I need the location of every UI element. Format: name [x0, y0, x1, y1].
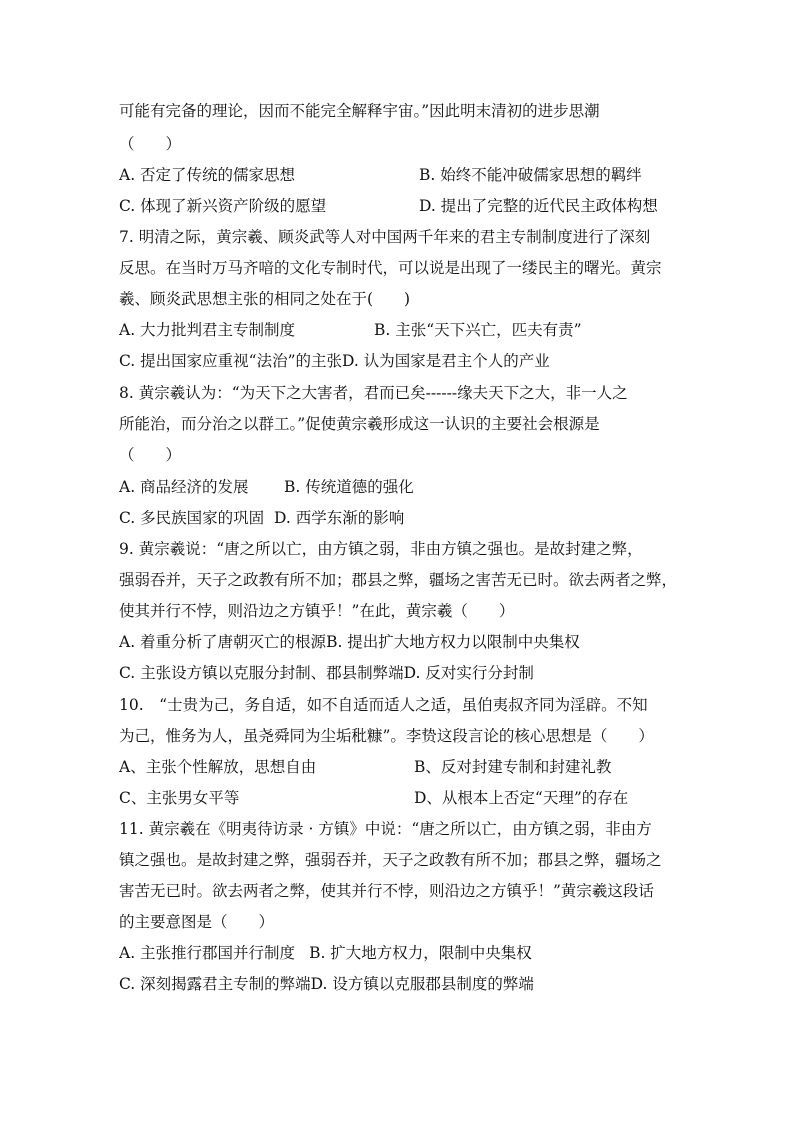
q11-stem-line-4: 的主要意图是（ ） — [119, 913, 275, 931]
q8-option-a: A. 商品经济的发展 — [119, 478, 249, 496]
q11-options-row-1 — [119, 943, 684, 963]
q6-option-a: A. 否定了传统的儒家思想 — [119, 166, 296, 184]
q7-options-row-2 — [119, 351, 684, 371]
q9-stem-line-3: 使其并行不悖，则沿边之方镇乎！”在此，黄宗羲（ ） — [119, 602, 515, 620]
q10-stem-line-1: 10. “士贵为己，务自适，如不自适而适人之适，虽伯夷叔齐同为淫辟。不知 — [119, 696, 648, 714]
q8-options-row-1 — [119, 477, 684, 497]
q10-options-row-1 — [119, 757, 684, 777]
q9-option-d: D. 反对实行分封制 — [403, 664, 534, 682]
q7-options-row-1 — [119, 320, 684, 340]
q8-stem-line-2: 所能治，而分治之以群工。”促使黄宗羲形成这一认识的主要社会根源是 — [119, 415, 600, 433]
q7-option-a: A. 大力批判君主专制制度 — [119, 321, 296, 339]
q11-option-a: A. 主张推行郡国并行制度 — [119, 944, 296, 962]
q10-stem-line-2: 为己，惟务为人，虽尧舜同为尘垢秕糠”。李贽这段言论的核心思想是（ ） — [119, 727, 654, 745]
q6-option-b: B. 始终不能冲破儒家思想的羁绊 — [419, 166, 642, 184]
q6-option-c: C. 体现了新兴资产阶级的愿望 — [119, 197, 327, 215]
q10-option-b: B、反对封建专制和封建礼教 — [414, 758, 612, 776]
q9-options-row-1 — [119, 632, 684, 652]
q8-options-row-2 — [119, 508, 684, 528]
q7-option-c: C. 提出国家应重视“法治”的主张 — [119, 352, 343, 370]
q7-stem-line-3: 羲、顾炎武思想主张的相同之处在于( ) — [119, 290, 411, 308]
q7-stem-line-2: 反思。在当时万马齐喑的文化专制时代，可以说是出现了一缕民主的曙光。黄宗 — [119, 259, 662, 277]
q6-answer-blank: （ ） — [119, 135, 182, 153]
q10-options-row-2 — [119, 788, 684, 808]
q6-options-row-2 — [119, 196, 684, 216]
q8-answer-blank: （ ） — [119, 446, 182, 464]
q10-option-c: C、主张男女平等 — [119, 789, 240, 807]
q11-stem-line-2: 镇之强也。是故封建之弊，强弱吞并，天子之政教有所不加；郡县之弊，疆场之 — [119, 851, 662, 869]
q9-option-c: C. 主张设方镇以克服分封制、郡县制弊端 — [119, 664, 404, 682]
q8-option-d: D. 西学东渐的影响 — [274, 509, 405, 527]
q9-stem-line-1: 9. 黄宗羲说：“唐之所以亡，由方镇之弱，非由方镇之强也。是故封建之弊， — [119, 540, 643, 558]
q11-stem-line-3: 害苦无已时。欲去两者之弊，使其并行不悖，则沿边之方镇乎！”黄宗羲这段话 — [119, 882, 654, 900]
q10-option-a: A、主张个性解放，思想自由 — [119, 758, 317, 776]
q11-options-row-2 — [119, 974, 684, 994]
q8-stem-line-1: 8. 黄宗羲认为：“为天下之大害者，君而已矣------缘夫天下之大，非一人之 — [119, 384, 628, 402]
q6-options-row-1 — [119, 165, 684, 185]
q9-options-row-2 — [119, 663, 684, 683]
q11-option-d: D. 设方镇以克服郡县制度的弊端 — [310, 975, 534, 993]
q7-option-d: D. 认为国家是君主个人的产业 — [342, 352, 550, 370]
q6-stem-line: 可能有完备的理论，因而不能完全解释宇宙。”因此明末清初的进步思潮 — [119, 102, 600, 120]
q9-option-b: B. 提出扩大地方权力以限制中央集权 — [326, 633, 580, 651]
q8-option-b: B. 传统道德的强化 — [284, 478, 414, 496]
q11-option-b: B. 扩大地方权力，限制中央集权 — [309, 944, 532, 962]
q10-option-d: D、从根本上否定“天理”的存在 — [414, 789, 629, 807]
q11-stem-line-1: 11. 黄宗羲在《明夷待访录 · 方镇》中说：“唐之所以亡，由方镇之弱，非由方 — [119, 820, 652, 838]
q11-option-c: C. 深刻揭露君主专制的弊端 — [119, 975, 311, 993]
q7-stem-line-1: 7. 明清之际，黄宗羲、顾炎武等人对中国两千年来的君主专制制度进行了深刻 — [119, 228, 651, 246]
q6-option-d: D. 提出了完整的近代民主政体构想 — [419, 197, 658, 215]
q7-option-b: B. 主张“天下兴亡，匹夫有责” — [374, 321, 582, 339]
q9-option-a: A. 着重分析了唐朝灭亡的根源 — [119, 633, 327, 651]
q9-stem-line-2: 强弱吞并，天子之政教有所不加；郡县之弊，疆场之害苦无已时。欲去两者之弊， — [119, 571, 678, 589]
q8-option-c: C. 多民族国家的巩固 — [119, 509, 265, 527]
